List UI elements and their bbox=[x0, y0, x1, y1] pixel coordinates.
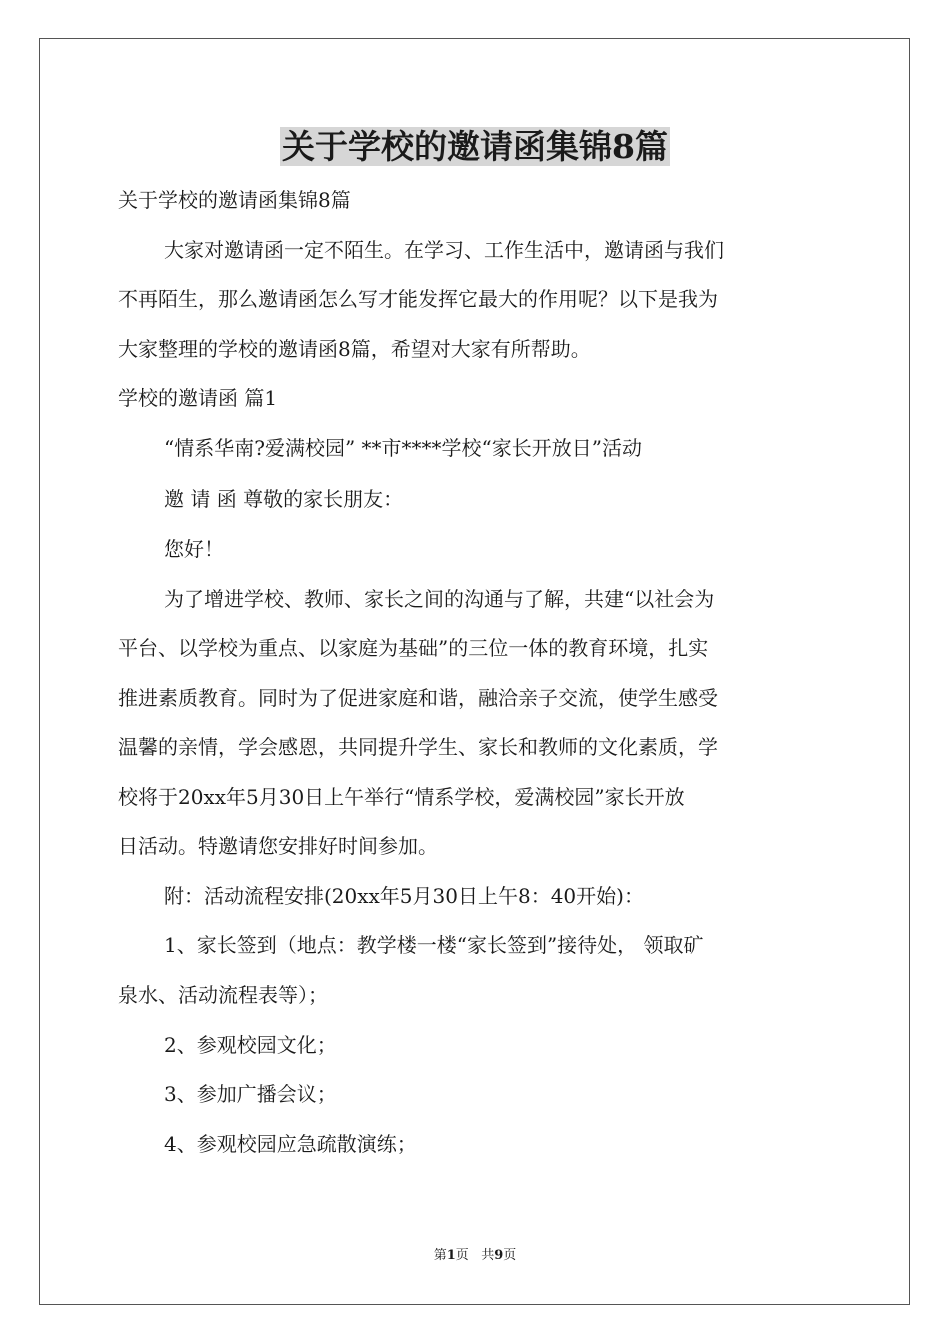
page-footer bbox=[0, 1247, 950, 1265]
body-line-3: 推进素质教育。同时为了促进家庭和谐，融洽亲子交流，使学生感受 bbox=[118, 686, 718, 710]
body-line-6: 日活动。特邀请您安排好时间参加。 bbox=[118, 834, 438, 858]
section-heading: 学校的邀请函 篇1 bbox=[118, 386, 278, 410]
page-prefix: 第 bbox=[433, 1248, 447, 1263]
document-title: 关于学校的邀请函集锦8篇 bbox=[282, 127, 668, 166]
schedule-item-4: 4、参观校园应急疏散演练； bbox=[164, 1132, 417, 1156]
schedule-item-2: 2、参观校园文化； bbox=[164, 1033, 337, 1057]
intro-line-2: 不再陌生，那么邀请函怎么写才能发挥它最大的作用呢？以下是我为 bbox=[118, 287, 718, 311]
intro-line-1: 大家对邀请函一定不陌生。在学习、工作生活中，邀请函与我们 bbox=[164, 238, 724, 262]
body-line-5: 校将于20xx年5月30日上午举行“情系学校，爱满校园”家长开放 bbox=[118, 785, 685, 809]
schedule-item-3: 3、参加广播会议； bbox=[164, 1082, 337, 1106]
total-pages: 9 bbox=[494, 1248, 504, 1263]
invitation-salutation: 邀 请 函 尊敬的家长朋友： bbox=[164, 487, 404, 511]
body-line-4: 温馨的亲情，学会感恩，共同提升学生、家长和教师的文化素质，学 bbox=[118, 735, 718, 759]
total-suffix: 页 bbox=[503, 1248, 517, 1263]
body-line-1: 为了增进学校、教师、家长之间的沟通与了解，共建“以社会为 bbox=[164, 587, 715, 611]
greeting-line: 您好！ bbox=[164, 537, 224, 561]
schedule-item-1-cont: 泉水、活动流程表等）； bbox=[118, 983, 328, 1007]
page-suffix: 页 bbox=[455, 1248, 469, 1263]
event-title-line: “情系华南?爱满校园” **市****学校“家长开放日”活动 bbox=[164, 436, 642, 460]
body-line-2: 平台、以学校为重点、以家庭为基础”的三位一体的教育环境，扎实 bbox=[118, 636, 709, 660]
schedule-item-1: 1、家长签到（地点：教学楼一楼“家长签到”接待处， 领取矿 bbox=[164, 933, 704, 957]
schedule-heading: 附：活动流程安排(20xx年5月30日上午8：40开始)： bbox=[164, 884, 644, 908]
intro-line-3: 大家整理的学校的邀请函8篇，希望对大家有所帮助。 bbox=[118, 337, 591, 361]
subtitle-line: 关于学校的邀请函集锦8篇 bbox=[118, 188, 351, 212]
page-border bbox=[39, 38, 910, 1305]
page-number: 1 bbox=[446, 1248, 456, 1263]
total-prefix: 共 bbox=[481, 1248, 495, 1263]
